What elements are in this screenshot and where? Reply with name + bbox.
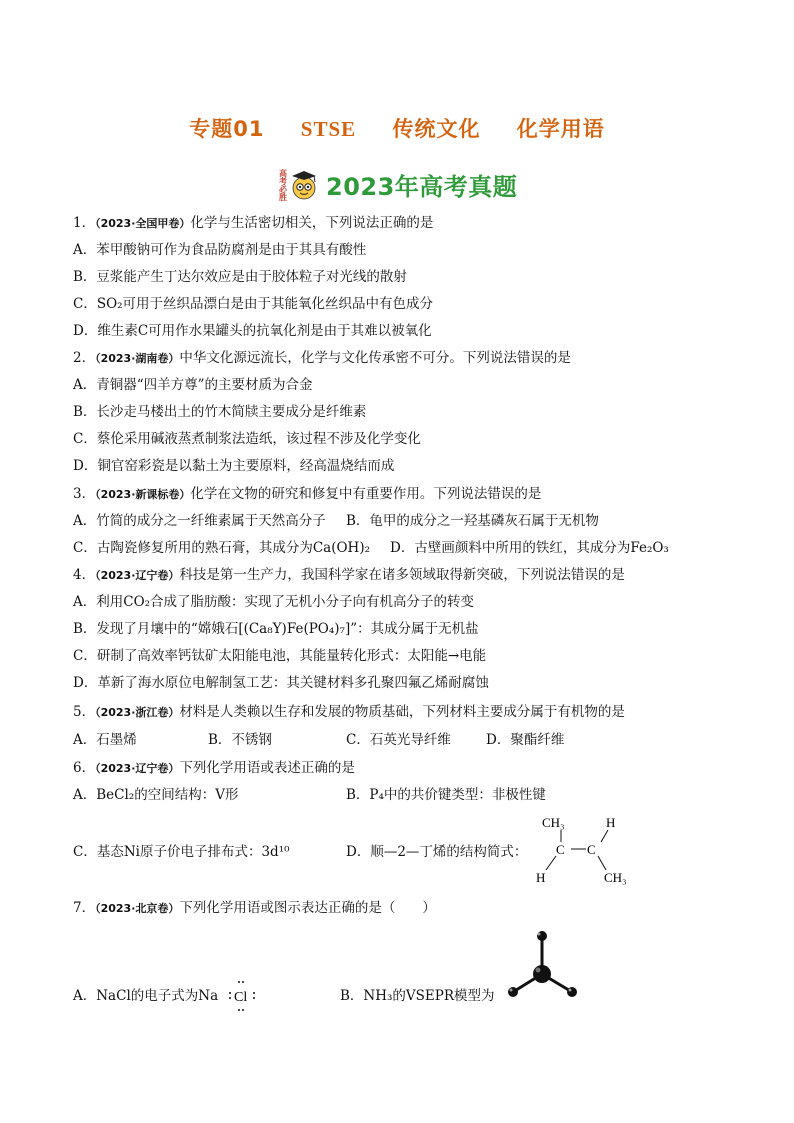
question-2-option-d: D．铜官窑彩瓷是以黏土为主要原料，经高温烧结而成 <box>73 458 395 474</box>
question-4-option-c: C．研制了高效率钙钛矿太阳能电池，其能量转化形式：太阳能→电能 <box>73 648 487 664</box>
title-part-chem-terms: 化学用语 <box>516 117 605 141</box>
structure-label-c-right: C <box>587 842 596 857</box>
question-5-option-b: B．不锈钢 <box>208 732 272 748</box>
question-source: （2023·全国甲卷） <box>95 217 191 230</box>
question-5-option-c: C．石英光导纤维 <box>346 732 451 748</box>
question-7-option-a: A．NaCl的电子式为Na <box>73 988 219 1004</box>
section-banner <box>274 166 517 202</box>
question-source: （2023·辽宁卷） <box>95 762 180 775</box>
question-1-option-a: A．苯甲酸钠可作为食品防腐剂是由于其具有酸性 <box>73 242 367 258</box>
svg-text:考: 考 <box>279 177 287 186</box>
page-title <box>0 113 794 143</box>
question-1-option-d: D．维生素C可用作水果罐头的抗氧化剂是由于其难以被氧化 <box>73 323 432 339</box>
nh3-vsepr-model <box>500 926 584 1004</box>
question-1-option-b: B．豆浆能产生丁达尔效应是由于胶体粒子对光线的散射 <box>73 269 407 285</box>
question-source: （2023·辽宁卷） <box>95 569 180 582</box>
structure-label-c-left: C <box>556 842 565 857</box>
question-1-stem: 1．（2023·全国甲卷）化学与生活密切相关，下列说法正确的是 <box>73 215 434 231</box>
question-1-option-c: C．SO₂可用于丝织品漂白是由于其能氧化丝织品中有色成分 <box>73 296 434 312</box>
question-source: （2023·北京卷） <box>95 902 180 915</box>
title-part-topic: 专题01 <box>189 117 265 141</box>
structure-label-ch3-bottom: CH₃ <box>604 870 627 885</box>
question-7-option-b: B．NH₃的VSEPR模型为 <box>340 988 495 1004</box>
question-3-option-a: A．竹简的成分之一纤维素属于天然高分子 <box>73 513 326 529</box>
question-4-option-b: B．发现了月壤中的“嫦娥石[(Ca₈Y)Fe(PO₄)₇]”：其成分属于无机盐 <box>73 621 479 637</box>
question-4-option-a: A．利用CO₂合成了脂肪酸：实现了无机小分子向有机高分子的转变 <box>73 594 475 610</box>
svg-text:必: 必 <box>279 185 287 194</box>
question-source: （2023·新课标卷） <box>95 488 191 501</box>
question-source: （2023·浙江卷） <box>95 706 180 719</box>
question-2-option-c: C．蔡伦采用碱液蒸煮制浆法造纸，该过程不涉及化学变化 <box>73 431 421 447</box>
structure-label-h-bottom: H <box>536 870 546 885</box>
structure-label-h-top: H <box>606 815 616 830</box>
lewis-element-label: Cl <box>234 990 248 1005</box>
question-4-stem: 4．（2023·辽宁卷）科技是第一生产力，我国科学家在诸多领域取得新突破，下列说法错误的是 <box>73 567 625 583</box>
question-5-stem: 5．（2023·浙江卷）材料是人类赖以生存和发展的物质基础，下列材料主要成分属于有机物的是 <box>73 704 625 720</box>
exam-mascot-logo <box>274 166 322 202</box>
title-part-stse: STSE <box>300 117 357 141</box>
question-4-option-d: D．革新了海水原位电解制氢工艺：其关键材料多孔聚四氟乙烯耐腐蚀 <box>73 675 489 691</box>
chloride-lewis-structure <box>228 976 260 1014</box>
title-part-culture: 传统文化 <box>392 117 481 141</box>
question-6-option-a: A．BeCl₂的空间结构：V形 <box>73 787 239 803</box>
question-5-option-d: D．聚酯纤维 <box>486 732 565 748</box>
structure-label-ch3-top: CH₃ <box>542 815 565 830</box>
svg-text:胜: 胜 <box>279 193 287 202</box>
question-6-option-c: C．基态Ni原子价电子排布式：3d¹⁰ <box>73 844 290 860</box>
question-5-option-a: A．石墨烯 <box>73 732 137 748</box>
question-7-stem: 7．（2023·北京卷）下列化学用语或图示表达正确的是（ ） <box>73 900 436 916</box>
question-3-option-b: B．龟甲的成分之一羟基磷灰石属于无机物 <box>346 513 599 529</box>
question-3-option-c: C．古陶瓷修复所用的熟石膏，其成分为Ca(OH)₂ <box>73 540 370 556</box>
question-3-stem: 3．（2023·新课标卷）化学在文物的研究和修复中有重要作用。下列说法错误的是 <box>73 486 542 502</box>
question-6-option-b: B．P₄中的共价键类型：非极性键 <box>346 787 546 803</box>
question-6-stem: 6．（2023·辽宁卷）下列化学用语或表述正确的是 <box>73 760 355 776</box>
svg-text:高: 高 <box>279 169 287 178</box>
banner-subtitle: 2023年高考真题 <box>326 172 518 201</box>
question-2-stem: 2．（2023·湖南卷）中华文化源远流长，化学与文化传承密不可分。下列说法错误的是 <box>73 350 571 366</box>
question-6-option-d: D．顺—2—丁烯的结构简式： <box>346 844 528 860</box>
question-3-option-d: D．古壁画颜料中所用的铁红，其成分为Fe₂O₃ <box>390 540 669 556</box>
cis-2-butene-structure <box>526 808 646 890</box>
question-source: （2023·湖南卷） <box>95 352 180 365</box>
question-2-option-a: A．青铜器“四羊方尊”的主要材质为合金 <box>73 377 313 393</box>
question-2-option-b: B．长沙走马楼出土的竹木简牍主要成分是纤维素 <box>73 404 367 420</box>
